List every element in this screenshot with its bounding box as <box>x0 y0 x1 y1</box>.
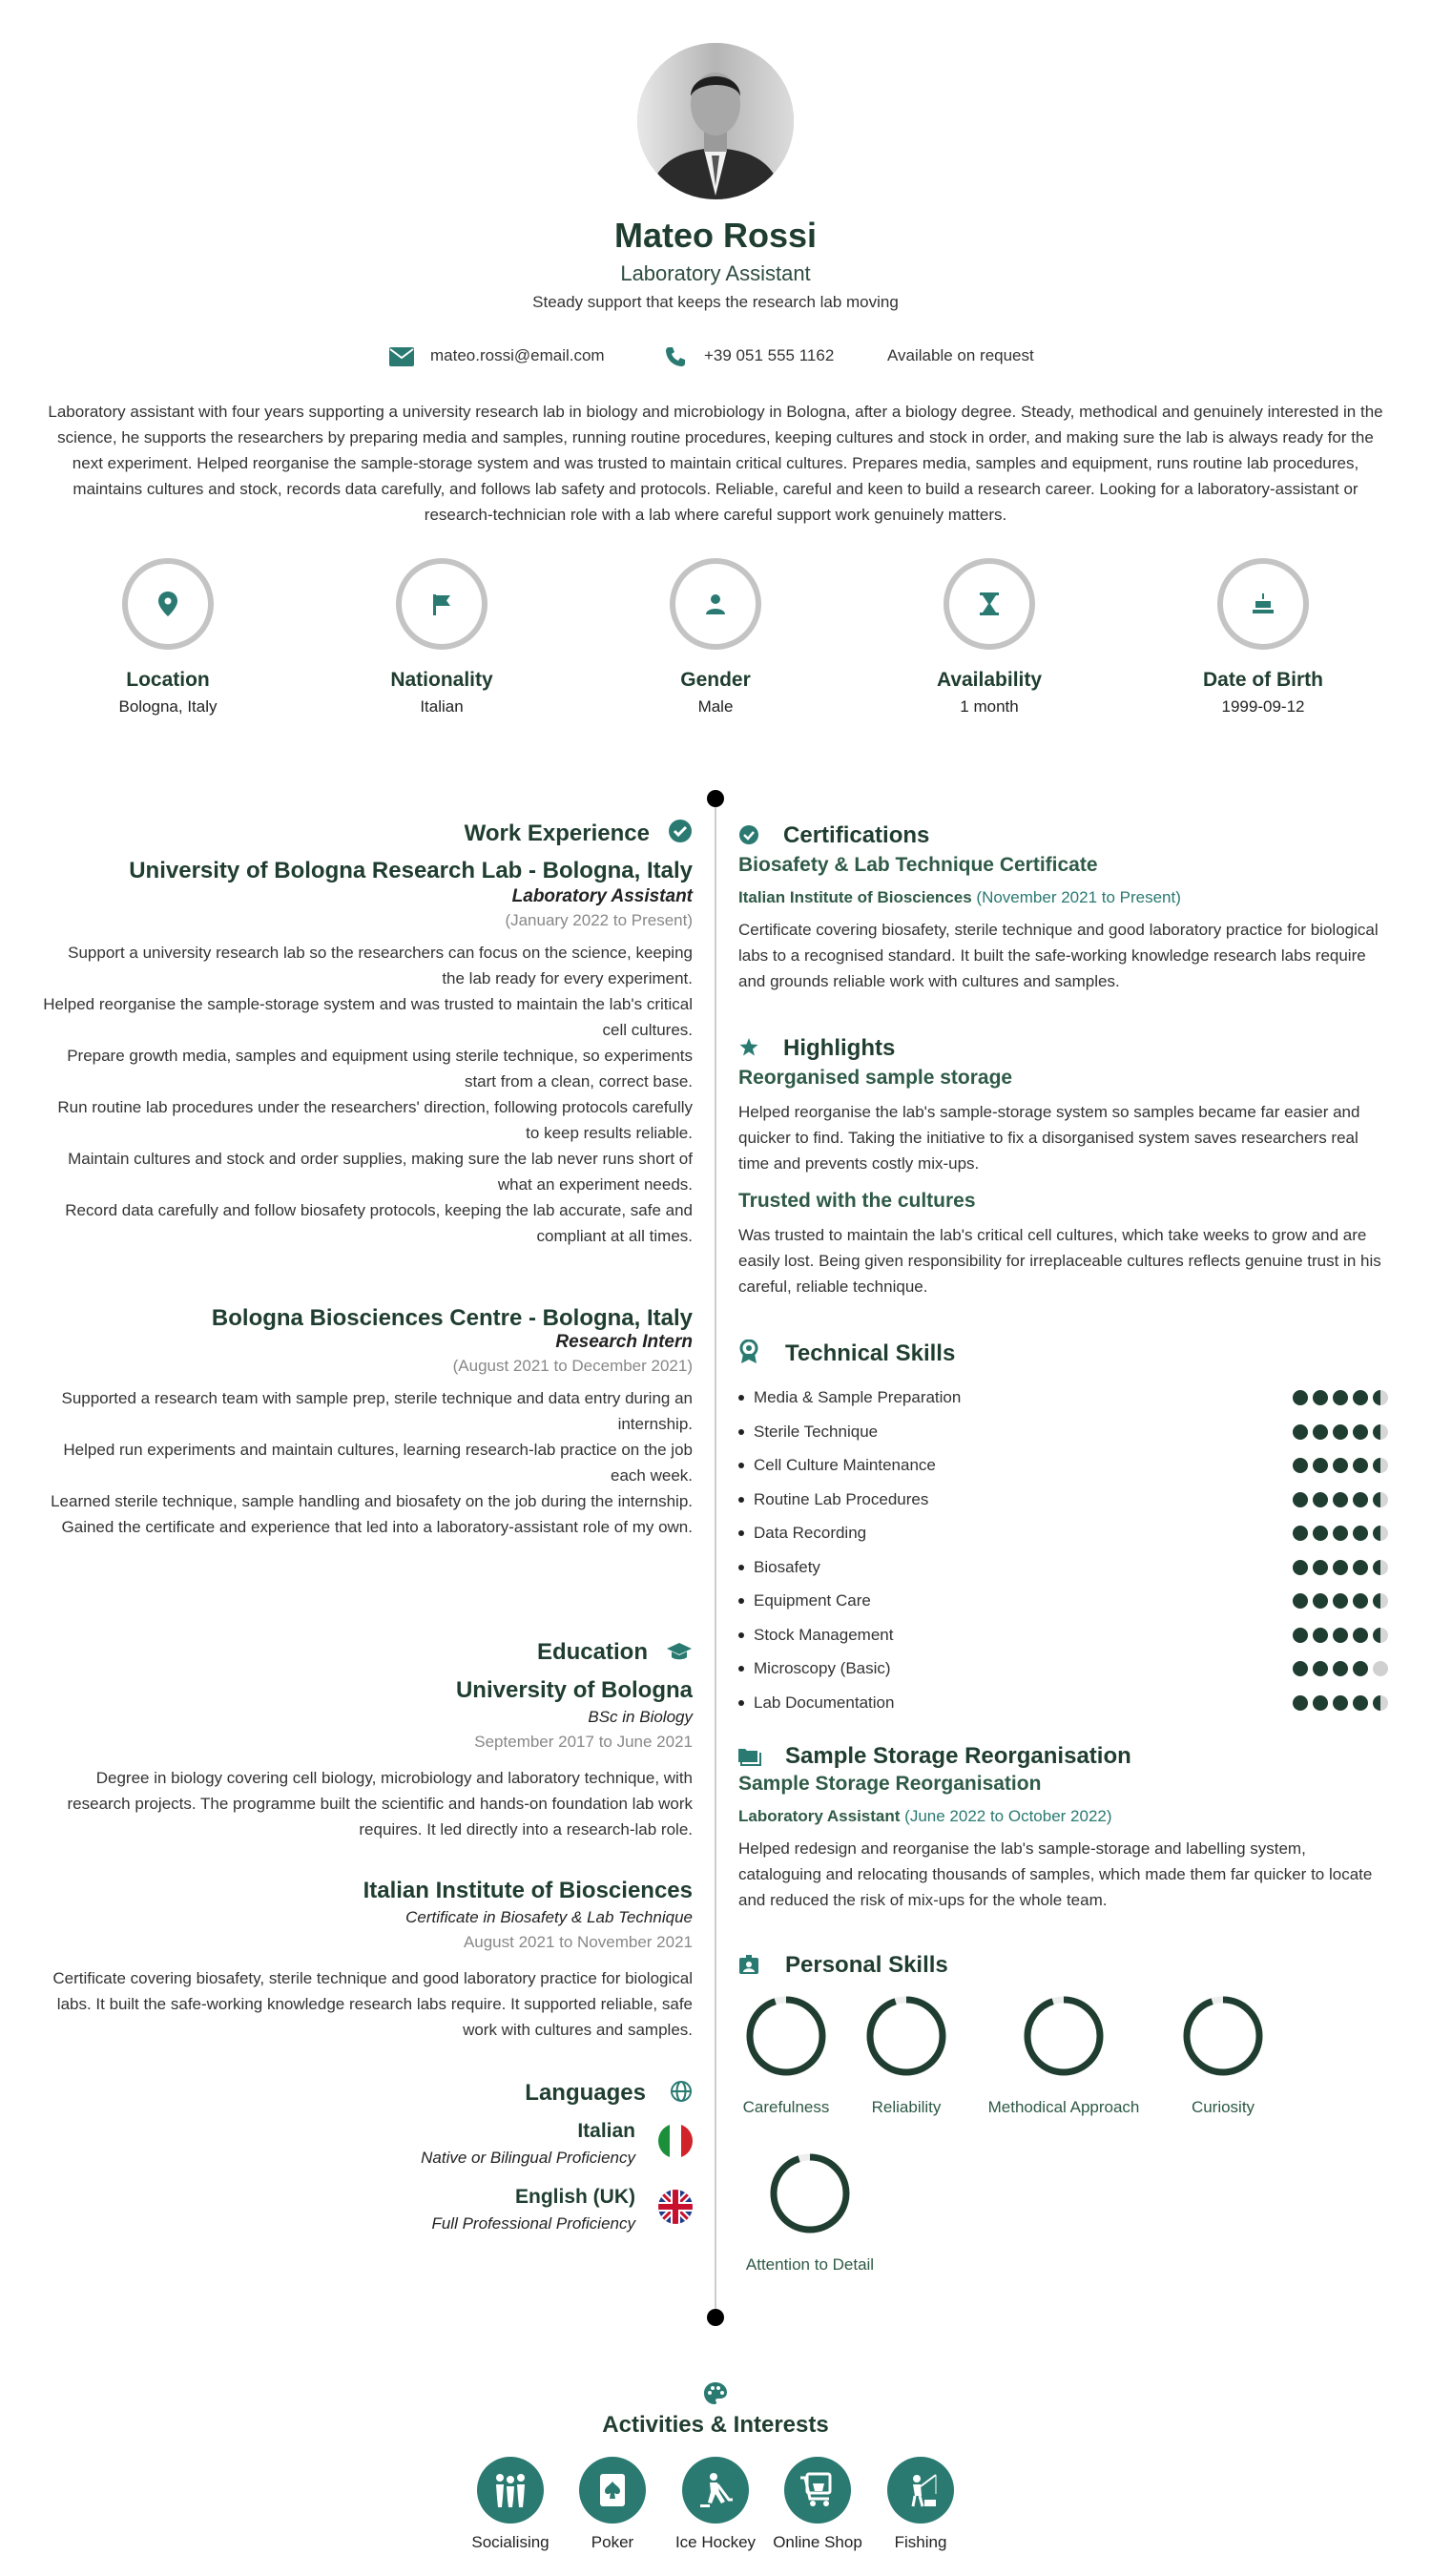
bullet-icon <box>738 1666 744 1672</box>
skill-rating <box>1293 1526 1388 1541</box>
rating-dot <box>1313 1661 1328 1676</box>
personal-skill <box>738 1996 834 2117</box>
contact-bar <box>0 343 1431 372</box>
rating-dot <box>1333 1458 1348 1473</box>
skill-ring <box>1183 1996 1263 2076</box>
highlights-section <box>738 1035 1388 1299</box>
work-experience-header <box>43 819 693 848</box>
hourglass-icon <box>944 558 1035 650</box>
highlight-text: Was trusted to maintain the lab's critical cell cultures, which take weeks to grow and are easily lost. Being given responsibility for irreplaceable cultures reflects genuine trust in his careful, reliable technique. <box>738 1226 1381 1296</box>
info-value: Bologna, Italy <box>118 697 218 716</box>
playing-card-icon <box>579 2457 646 2524</box>
rating-dot <box>1353 1424 1368 1440</box>
rating-dot <box>1293 1390 1308 1405</box>
rating-dot <box>1333 1526 1348 1541</box>
technical-skill-name: Sterile Technique <box>754 1422 879 1441</box>
job-bullet: Run routine lab procedures under the researchers' direction, following protocols carefully to keep results reliable. <box>57 1098 693 1142</box>
technical-skill-row <box>738 1652 1388 1686</box>
rating-dot <box>1353 1628 1368 1643</box>
skill-ring <box>1024 1996 1104 2076</box>
job-bullet: Helped reorganise the sample-storage system and was trusted to maintain the lab's critical cell cultures. <box>43 995 693 1039</box>
skill-rating <box>1293 1492 1388 1507</box>
language-level: Native or Bilingual Proficiency <box>421 2149 635 2167</box>
shopping-cart-icon <box>784 2457 851 2524</box>
activity-item <box>565 2457 660 2553</box>
rating-dot <box>1313 1628 1328 1643</box>
activity-label: Ice Hockey <box>674 2533 757 2551</box>
rating-dot <box>1373 1695 1388 1711</box>
language-item <box>43 2120 635 2168</box>
id-badge-icon <box>738 1954 759 1980</box>
personal-skill-label: Reliability <box>871 2098 942 2116</box>
technical-skill-row <box>738 1483 1388 1517</box>
skill-rating <box>1293 1560 1388 1575</box>
email-icon <box>389 343 414 372</box>
info-label: Availability <box>936 669 1043 691</box>
info-nationality <box>346 558 537 717</box>
section-title: Certifications <box>783 822 930 848</box>
highlight-text: Helped reorganise the lab's sample-storage system so samples became far easier and quicker to find. Taking the initiative to fix a disorganised system saves researchers real time and prevents costly mix-ups. <box>738 1103 1360 1173</box>
technical-skill-name: Equipment Care <box>754 1591 871 1610</box>
languages-header <box>43 2080 693 2108</box>
job-title: Laboratory Assistant <box>620 261 811 285</box>
tagline: Steady support that keeps the research lab moving <box>532 293 899 311</box>
rating-dot <box>1373 1390 1388 1405</box>
certificate-title: Biosafety & Lab Technique Certificate <box>738 854 1098 876</box>
rating-dot <box>1293 1661 1308 1676</box>
rating-dot <box>1353 1593 1368 1609</box>
education-header <box>43 1639 693 1667</box>
technical-skill-row <box>738 1448 1388 1483</box>
graduation-cap-icon <box>666 1641 693 1667</box>
technical-skill-name: Routine Lab Procedures <box>754 1489 929 1508</box>
education-description: Degree in biology covering cell biology, microbiology and laboratory technique, with research projects. The programme built the scientific and hands-on foundation lab work requires. It led directly into a research-lab role. <box>67 1769 693 1839</box>
rating-dot <box>1293 1492 1308 1507</box>
section-title: Sample Storage Reorganisation <box>785 1743 1131 1769</box>
rating-dot <box>1373 1661 1388 1676</box>
personal-skill <box>1175 1996 1271 2117</box>
rating-dot <box>1333 1560 1348 1575</box>
language-name: Italian <box>577 2120 635 2142</box>
skill-rating <box>1293 1661 1388 1676</box>
technical-skills-section <box>738 1340 1388 1369</box>
activity-label: Fishing <box>894 2533 947 2551</box>
fishing-icon <box>887 2457 954 2524</box>
timeline-end-dot <box>707 2309 724 2326</box>
education-degree: Certificate in Biosafety & Lab Technique <box>405 1908 693 1926</box>
rating-dot <box>1313 1593 1328 1609</box>
highlight-title: Trusted with the cultures <box>738 1190 976 1212</box>
rating-dot <box>1313 1526 1328 1541</box>
certificate-issuer: Italian Institute of Biosciences <box>738 888 972 906</box>
section-title: Highlights <box>783 1035 896 1061</box>
rating-dot <box>1373 1560 1388 1575</box>
section-title: Languages <box>525 2080 646 2106</box>
rating-dot <box>1313 1560 1328 1575</box>
rating-dot <box>1373 1458 1388 1473</box>
info-label: Date of Birth <box>1203 669 1323 691</box>
activities-title: Activities & Interests <box>602 2412 829 2438</box>
rating-dot <box>1353 1390 1368 1405</box>
palette-icon <box>703 2381 728 2411</box>
rating-dot <box>1353 1526 1368 1541</box>
availability-note: Available on request <box>887 346 1034 364</box>
person-icon <box>670 558 761 650</box>
rating-dot <box>1293 1458 1308 1473</box>
bullet-icon <box>738 1632 744 1638</box>
rating-dot <box>1353 1695 1368 1711</box>
highlight-title: Reorganised sample storage <box>738 1067 1013 1089</box>
technical-skill-row <box>738 1686 1388 1720</box>
activity-item <box>873 2457 968 2553</box>
project-dates: (June 2022 to October 2022) <box>904 1807 1112 1825</box>
technical-skill-row <box>738 1381 1388 1415</box>
education-org: University of Bologna <box>455 1677 693 1703</box>
award-ribbon-icon <box>738 1340 759 1369</box>
bullet-icon <box>738 1700 744 1706</box>
flag-icon <box>396 558 487 650</box>
skill-rating <box>1293 1628 1388 1643</box>
rating-dot <box>1293 1593 1308 1609</box>
info-value: Male <box>697 697 734 716</box>
folders-icon <box>738 1747 761 1771</box>
skill-rating <box>1293 1695 1388 1711</box>
personal-skill-label: Carefulness <box>742 2098 830 2116</box>
verified-badge-icon <box>668 819 693 848</box>
timeline-line <box>715 798 716 2318</box>
rating-dot <box>1293 1695 1308 1711</box>
rating-dot <box>1293 1628 1308 1643</box>
certificate-badge-icon <box>738 824 759 850</box>
cake-icon <box>1217 558 1309 650</box>
technical-skill-name: Media & Sample Preparation <box>754 1388 962 1406</box>
technical-skill-row <box>738 1550 1388 1585</box>
skill-ring <box>866 1996 946 2076</box>
rating-dot <box>1293 1526 1308 1541</box>
job-role: Laboratory Assistant <box>511 886 693 906</box>
education-description: Certificate covering biosafety, sterile technique and good laboratory practice for biological labs. It built the safe-working knowledge research labs require. It supported reliable, safe work with cultures and samples. <box>52 1969 693 2039</box>
language-level: Full Professional Proficiency <box>431 2214 635 2233</box>
ice-hockey-icon <box>682 2457 749 2524</box>
certifications-section <box>738 822 1388 994</box>
technical-skill-name: Cell Culture Maintenance <box>754 1456 936 1474</box>
bullet-icon <box>738 1395 744 1401</box>
activity-item <box>463 2457 558 2553</box>
italy-flag-icon <box>658 2124 693 2158</box>
personal-skill-label: Curiosity <box>1191 2098 1255 2116</box>
personal-skill <box>738 2153 881 2275</box>
education-org: Italian Institute of Biosciences <box>363 1878 693 1903</box>
profile-photo <box>637 43 794 199</box>
email-link[interactable]: mateo.rossi@email.com <box>430 346 605 364</box>
job-bullet: Support a university research lab so the researchers can focus on the science, keeping the lab ready for every experiment. <box>68 944 693 987</box>
personal-skill-label: Attention to Detail <box>745 2255 875 2274</box>
info-date-of-birth <box>1168 558 1358 717</box>
personal-skill <box>859 1996 954 2117</box>
info-gender <box>620 558 811 717</box>
skill-ring <box>746 1996 826 2076</box>
rating-dot <box>1333 1492 1348 1507</box>
bullet-icon <box>738 1598 744 1604</box>
activity-label: Socialising <box>471 2533 550 2551</box>
job-bullet: Record data carefully and follow biosafety protocols, keeping the lab accurate, safe and compliant at all times. <box>65 1201 693 1245</box>
technical-skill-name: Biosafety <box>754 1557 820 1576</box>
job-org: Bologna Biosciences Centre - Bologna, Italy <box>211 1305 693 1331</box>
technical-skill-row <box>738 1415 1388 1449</box>
phone-number[interactable]: +39 051 555 1162 <box>704 346 835 364</box>
globe-icon <box>670 2080 693 2108</box>
job-bullet: Maintain cultures and stock and order supplies, making sure the lab never runs short of what an experiment needs. <box>68 1150 693 1194</box>
technical-skill-name: Lab Documentation <box>754 1693 895 1712</box>
skill-rating <box>1293 1424 1388 1440</box>
section-title: Education <box>536 1639 648 1665</box>
info-value: 1 month <box>960 697 1019 716</box>
phone-icon <box>664 343 687 372</box>
job-bullet: Learned sterile technique, sample handling and biosafety on the job during the internship. <box>51 1492 693 1510</box>
rating-dot <box>1333 1661 1348 1676</box>
technical-skill-row <box>738 1516 1388 1550</box>
rating-dot <box>1293 1424 1308 1440</box>
job-entry <box>43 1305 693 1540</box>
project-title: Sample Storage Reorganisation <box>738 1773 1042 1795</box>
info-location <box>73 558 263 717</box>
technical-skill-name: Data Recording <box>754 1524 867 1542</box>
job-entry <box>43 858 693 1249</box>
bullet-icon <box>738 1429 744 1435</box>
rating-dot <box>1353 1458 1368 1473</box>
candidate-name: Mateo Rossi <box>613 216 818 255</box>
project-section <box>738 1743 1388 1913</box>
job-bullet: Supported a research team with sample prep, sterile technique and data entry during an internship. <box>61 1389 693 1433</box>
bullet-icon <box>738 1565 744 1570</box>
rating-dot <box>1353 1661 1368 1676</box>
skill-ring <box>770 2153 850 2233</box>
rating-dot <box>1313 1390 1328 1405</box>
section-title: Technical Skills <box>785 1340 956 1366</box>
rating-dot <box>1313 1695 1328 1711</box>
personal-skill <box>978 1996 1150 2117</box>
rating-dot <box>1333 1695 1348 1711</box>
certificate-dates: (November 2021 to Present) <box>976 888 1181 906</box>
rating-dot <box>1333 1424 1348 1440</box>
technical-skills-list <box>738 1381 1388 1719</box>
section-title: Work Experience <box>464 821 650 846</box>
skill-rating <box>1293 1390 1388 1405</box>
info-label: Nationality <box>390 669 493 691</box>
job-bullet: Gained the certificate and experience that led into a laboratory-assistant role of my own. <box>61 1518 693 1536</box>
rating-dot <box>1373 1424 1388 1440</box>
bullet-icon <box>738 1463 744 1468</box>
skill-rating <box>1293 1593 1388 1609</box>
rating-dot <box>1373 1628 1388 1643</box>
job-dates: (January 2022 to Present) <box>505 911 693 929</box>
timeline-start-dot <box>707 790 724 807</box>
skill-rating <box>1293 1458 1388 1473</box>
education-entry <box>43 1677 693 1842</box>
personal-skill-label: Methodical Approach <box>987 2098 1140 2116</box>
rating-dot <box>1313 1424 1328 1440</box>
job-org: University of Bologna Research Lab - Bologna, Italy <box>129 858 693 883</box>
job-dates: (August 2021 to December 2021) <box>452 1357 693 1375</box>
technical-skill-row <box>738 1618 1388 1652</box>
education-dates: September 2017 to June 2021 <box>474 1733 693 1751</box>
rating-dot <box>1293 1560 1308 1575</box>
rating-dot <box>1353 1560 1368 1575</box>
personal-skills-header <box>738 1952 1388 1980</box>
job-role: Research Intern <box>555 1332 693 1352</box>
job-bullet: Helped run experiments and maintain cultures, learning research-lab practice on the job each week. <box>63 1441 693 1485</box>
info-value: Italian <box>420 697 464 716</box>
rating-dot <box>1313 1458 1328 1473</box>
profile-summary: Laboratory assistant with four years supporting a university research lab in biology and microbiology in Bologna, after a biology degree. Steady, methodical and genuinely interested in the science, he supports the researchers by preparing media and samples, running routine procedures, keeping cultures and stock in order, and making sure the lab is always ready for the next experiment. Helped reorganise the sample-storage system and was trusted to maintain critical cultures. Prepares media, samples and equipment, runs routine lab procedures, maintains cultures and stock, records data carefully, and follows lab safety and protocols. Reliable, careful and keen to build a research career. Looking for a laboratory-assistant or research-technician role with a lab where careful support work genuinely matters. <box>48 403 1383 524</box>
uk-flag-icon <box>658 2190 693 2224</box>
rating-dot <box>1333 1593 1348 1609</box>
language-name: English (UK) <box>515 2186 635 2208</box>
rating-dot <box>1333 1628 1348 1643</box>
rating-dot <box>1373 1526 1388 1541</box>
bullet-icon <box>738 1530 744 1536</box>
activity-label: Online Shop <box>773 2533 862 2551</box>
rating-dot <box>1373 1492 1388 1507</box>
rating-dot <box>1373 1593 1388 1609</box>
info-label: Gender <box>680 669 751 691</box>
technical-skill-name: Stock Management <box>754 1625 894 1644</box>
project-role: Laboratory Assistant <box>738 1807 901 1825</box>
technical-skill-name: Microscopy (Basic) <box>754 1659 891 1677</box>
activity-item <box>770 2457 865 2553</box>
certificate-description: Certificate covering biosafety, sterile technique and good laboratory practice for biological labs to a recognised standard. It built the safe-working knowledge research labs require and grounds reliable work with cultures and samples. <box>738 921 1379 990</box>
education-entry <box>43 1878 693 2043</box>
rating-dot <box>1313 1492 1328 1507</box>
language-item <box>43 2186 635 2233</box>
rating-dot <box>1353 1492 1368 1507</box>
technical-skill-row <box>738 1584 1388 1618</box>
project-description: Helped redesign and reorganise the lab's sample-storage and labelling system, cataloguing and relocating thousands of samples, which made them far quicker to locate and reduced the risk of mix-ups for the whole team. <box>738 1839 1373 1909</box>
info-availability <box>894 558 1085 717</box>
education-dates: August 2021 to November 2021 <box>463 1933 693 1951</box>
job-bullet: Prepare growth media, samples and equipment using sterile technique, so experiments start from a clean, correct base. <box>67 1047 693 1091</box>
star-badge-icon <box>738 1037 759 1063</box>
activity-item <box>668 2457 763 2553</box>
location-pin-icon <box>122 558 214 650</box>
education-degree: BSc in Biology <box>588 1708 693 1726</box>
bullet-icon <box>738 1497 744 1503</box>
activity-label: Poker <box>591 2533 634 2551</box>
rating-dot <box>1333 1390 1348 1405</box>
info-value: 1999-09-12 <box>1221 697 1305 716</box>
section-title: Personal Skills <box>785 1952 948 1978</box>
people-icon <box>477 2457 544 2524</box>
info-label: Location <box>126 669 210 691</box>
